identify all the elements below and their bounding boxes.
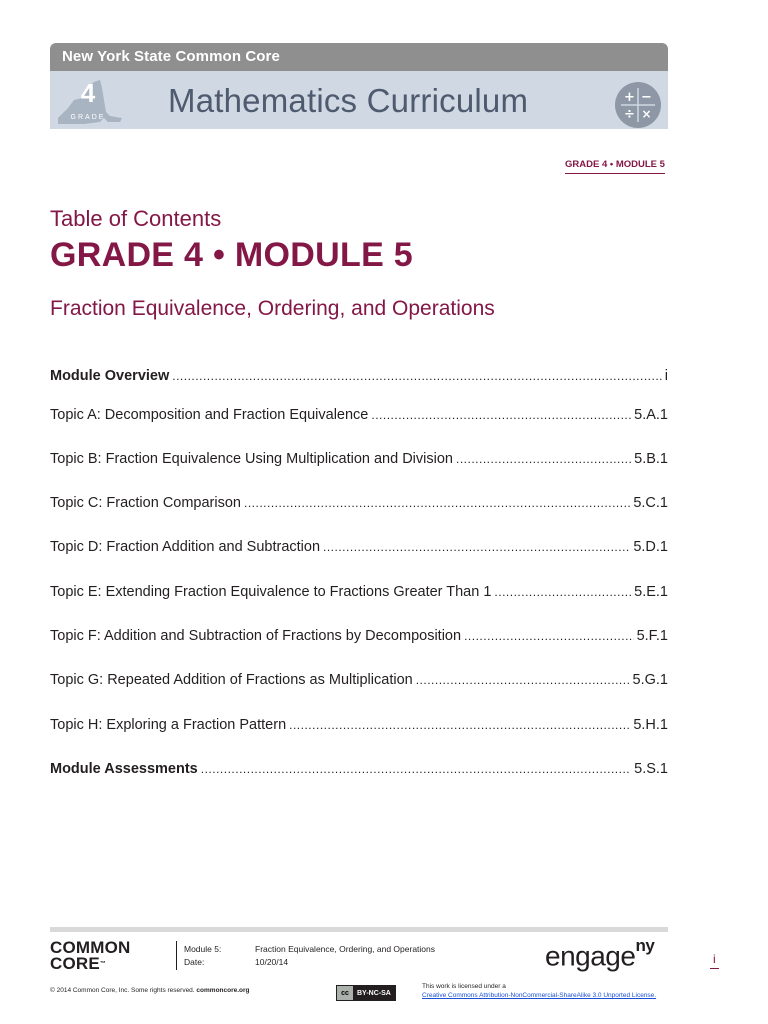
toc-entry-title: Topic B: Fraction Equivalence Using Multiplication and Division: [50, 451, 453, 467]
toc-entry-title: Topic A: Decomposition and Fraction Equivalence: [50, 407, 369, 423]
toc-entry-title: Topic D: Fraction Addition and Subtraction: [50, 539, 321, 555]
toc-entry-title: Module Assessments: [50, 761, 198, 777]
toc-label: Table of Contents: [50, 206, 222, 231]
toc-leader-dots: [416, 673, 630, 687]
toc-entry-topic-d[interactable]: [50, 539, 668, 559]
copyright-site: commoncore.org: [196, 987, 250, 994]
module-label: Module 5:: [184, 944, 222, 954]
toc-entry-title: Topic C: Fraction Comparison: [50, 495, 241, 511]
footer-divider: [176, 941, 177, 970]
date-value: 10/20/14: [255, 957, 289, 967]
module-subtitle: Fraction Equivalence, Ordering, and Operations: [50, 297, 495, 320]
state-title: New York State Common Core: [62, 48, 280, 65]
toc-leader-dots: [289, 718, 630, 732]
logo-line-1: COMMON: [50, 938, 131, 957]
toc-leader-dots: [172, 369, 662, 383]
module-value: Fraction Equivalence, Ordering, and Operations: [255, 944, 436, 954]
toc-entry-topic-g[interactable]: [50, 672, 668, 692]
toc-entry-page: 5.H.1: [633, 717, 668, 733]
engageny-logo: engage$^{ny}$: [545, 936, 655, 972]
toc-entry-title: Module Overview: [50, 368, 170, 384]
license-text: This work is licensed under a: [422, 983, 506, 990]
date-label: Date:: [184, 957, 205, 967]
cc-license-badge[interactable]: [336, 985, 396, 1001]
toc-leader-dots: [371, 408, 631, 422]
svg-text:+: +: [624, 90, 635, 105]
footer-rule: [50, 927, 668, 932]
module-heading: GRADE 4 • MODULE 5: [50, 236, 414, 274]
toc-entry-topic-f[interactable]: [50, 628, 668, 648]
copyright-notice: © 2014 Common Core, Inc. Some rights reserved. commoncore.org: [50, 987, 250, 994]
toc-leader-dots: [244, 496, 630, 510]
grade-number: 4: [80, 78, 96, 108]
toc-leader-dots: [456, 452, 631, 466]
toc-leader-dots: [494, 585, 631, 599]
logo-trademark: ™: [99, 961, 107, 967]
toc-leader-dots: [323, 540, 630, 554]
svg-text:−: −: [641, 90, 652, 105]
svg-text:÷: ÷: [624, 107, 635, 122]
toc-entry-page: 5.E.1: [634, 584, 668, 600]
logo-line-2: CORE™: [50, 954, 107, 973]
toc-entry-page: 5.G.1: [632, 672, 668, 688]
svg-text:×: ×: [641, 107, 652, 121]
toc-entry-title: Topic H: Exploring a Fraction Pattern: [50, 717, 287, 733]
toc-entry-topic-b[interactable]: [50, 451, 668, 471]
cc-badge-text: BY-NC-SA: [353, 986, 395, 1000]
toc-entry-page: i: [664, 368, 668, 384]
module-tag: GRADE 4 • MODULE 5: [565, 159, 665, 174]
toc-leader-dots: [201, 762, 631, 776]
math-operations-icon: [614, 81, 662, 129]
toc-entry-topic-e[interactable]: [50, 584, 668, 604]
toc-entry-topic-a[interactable]: [50, 407, 668, 427]
toc-entry-topic-c[interactable]: [50, 495, 668, 515]
license-link[interactable]: Creative Commons Attribution-NonCommercial-ShareAlike 3.0 Unported License.: [422, 992, 657, 999]
toc-entry-title: Topic G: Repeated Addition of Fractions as Multiplication: [50, 672, 413, 688]
grade-word: GRADE: [70, 114, 106, 121]
cc-icon: cc: [337, 986, 353, 1000]
common-core-logo: [50, 940, 131, 972]
toc-entry-title: Topic F: Addition and Subtraction of Fractions by Decomposition: [50, 628, 462, 644]
toc-entry-page: 5.A.1: [634, 407, 668, 423]
toc-entry-topic-h[interactable]: [50, 717, 668, 737]
toc-entry-page: 5.C.1: [633, 495, 668, 511]
toc-entry-page: 5.D.1: [633, 539, 668, 555]
toc-entry-page: 5.S.1: [634, 761, 668, 777]
curriculum-title: Mathematics Curriculum: [168, 82, 529, 119]
toc-entry-title: Topic E: Extending Fraction Equivalence to Fractions Greater Than 1: [50, 584, 492, 600]
toc-entry-page: 5.B.1: [634, 451, 668, 467]
toc-leader-dots: [464, 629, 634, 643]
engageny-sup: ny: [635, 936, 655, 955]
toc-entry-module-overview[interactable]: [50, 368, 668, 388]
toc-entry-page: 5.F.1: [636, 628, 668, 644]
page-number: i: [710, 952, 719, 969]
toc-entry-module-assessments[interactable]: [50, 761, 668, 781]
